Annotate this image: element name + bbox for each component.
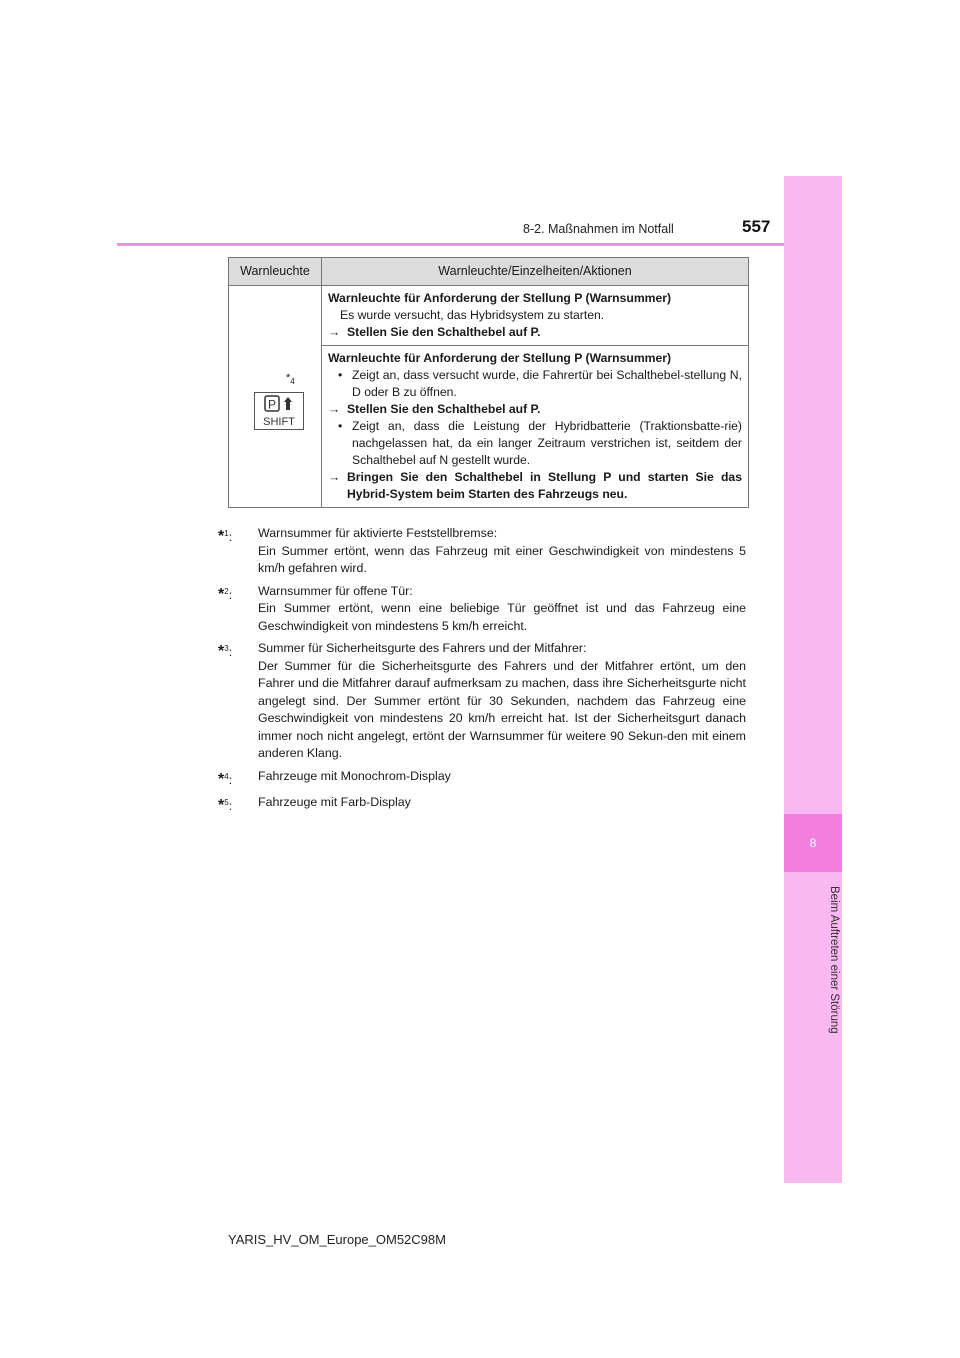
icon-footnote-ref: $*_4$ <box>286 372 295 387</box>
col-header-light: Warnleuchte <box>229 258 322 286</box>
row1-details <box>322 286 749 346</box>
row2-details <box>322 346 749 508</box>
row2-action1: → Stellen Sie den Schalthebel auf P. <box>328 402 541 416</box>
chapter-title: Beim Auftreten einer Störung <box>828 886 840 1034</box>
row1-text: Es wurde versucht, das Hybridsystem zu starten. <box>340 308 605 322</box>
row2-title: Warnleuchte für Anforderung der Stellung P (Warnsummer) <box>328 351 672 365</box>
header-rule <box>117 243 784 246</box>
p-shift-icon <box>254 392 304 430</box>
footnote-3: *$^3$: Summer für Sicherheitsgurte des Fahrers und der Mitfahrer: Der Summer für die Sicherheitsgurte des Fahrers und der Mitfahrer ertönt, um den Fahrer und die Mitfahrer darauf aufmerksam zu machen, dass ihre Sicherheitsgurte nicht angelegt sind. Der Summer ertönt für 30 Sekunden, nachdem das Fahrzeug eine Geschwindigkeit von mindestens 20 km/h erreicht hat. Ist der Sicherheitsgurt danach immer noch nicht angelegt, ertönt der Warnsummer für weitere 90 Sekun-den mit einem anderen Klang. <box>218 641 746 760</box>
document-id: YARIS_HV_OM_Europe_OM52C98M <box>228 1232 446 1247</box>
footnote-5: *$^5$: Fahrzeuge mit Farb-Display <box>218 795 411 815</box>
row1-action: → Stellen Sie den Schalthebel auf P. <box>328 325 541 339</box>
footnote-4: *$^4$: Fahrzeuge mit Monochrom-Display <box>218 768 451 788</box>
icon-label-shift: SHIFT <box>263 416 295 428</box>
table-header-row <box>229 258 749 286</box>
table-row <box>229 286 749 346</box>
arrow-right-icon: → <box>328 325 341 339</box>
col-header-details: Warnleuchte/Einzelheiten/Aktionen <box>322 258 749 286</box>
page-number: 557 <box>742 217 771 236</box>
row2-action2: → Bringen Sie den Schalthebel in Stellung P und starten Sie das Hybrid-System beim Starten des Fahrzeugs neu. <box>328 470 742 501</box>
icon-cell <box>229 286 322 508</box>
footnote-1: *$^1$: Warnsummer für aktivierte Feststellbremse: Ein Summer ertönt, wenn das Fahrzeug mit einer Geschwindigkeit von mindestens 5 km/h gefahren wird. <box>218 526 746 575</box>
arrow-right-icon: → <box>328 402 341 416</box>
warning-light-table <box>228 257 749 508</box>
chapter-number: 8 <box>784 814 842 872</box>
arrow-right-icon: → <box>328 470 341 484</box>
section-title: 8-2. Maßnahmen im Notfall <box>523 222 674 236</box>
icon-label-p: P <box>267 397 277 412</box>
footnotes <box>218 525 746 821</box>
row1-title: Warnleuchte für Anforderung der Stellung P (Warnsummer) <box>328 291 672 305</box>
chapter-side-tab <box>784 176 842 1183</box>
row2-bullet1: • Zeigt an, dass versucht wurde, die Fahrertür bei Schalthebel-stellung N, D oder B zu öffnen. <box>338 368 742 399</box>
footnote-2: *$^2$: Warnsummer für offene Tür: Ein Summer ertönt, wenn eine beliebige Tür geöffnet ist und das Fahrzeug eine Geschwindigkeit von mindestens 5 km/h erreicht. <box>218 583 746 633</box>
row2-bullet2: • Zeigt an, dass die Leistung der Hybridbatterie (Traktionsbatte-rie) nachgelassen hat, da ein langer Zeitraum verstrichen ist, seitdem der Schalthebel auf N gestellt wurde. <box>338 419 742 467</box>
